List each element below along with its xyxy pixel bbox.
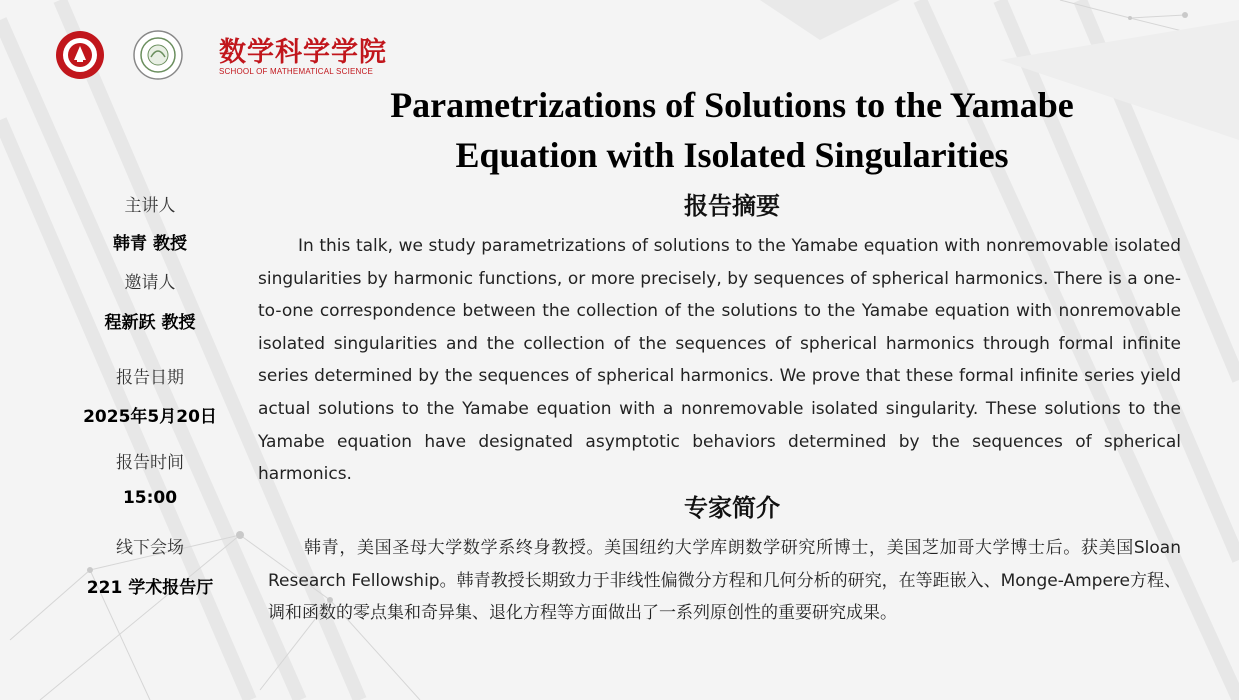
abstract-text: In this talk, we study parametrizations of solutions to the Yamabe equation with nonremovable isolated singularities by harmonic functions, or more precisely, by sequences of spherical harmonics. There is a one-to-one correspondence between the collection of the solutions to the Yamabe equation with nonremovable isolated singularities and the collection of the sequences of spherical harmonics through formal infinite series determined by the sequences of spherical harmonics. We prove that these formal infinite series yield actual solutions to the Yamabe equation with a nonremovable isolated singularity. These solutions to the Yamabe equation have designated asymptotic behaviors determined by the sequences of spherical harmonics. <box>258 236 1181 485</box>
talk-title <box>300 80 1164 180</box>
bio-text: 韩青，美国圣母大学数学系终身教授。美国纽约大学库朗数学研究所博士，美国芝加哥大学博士后。获美国Sloan Research Fellowship。韩青教授长期致力于非线性偏微分方程和几何分析的研究，在等距嵌入、Monge-Ampere方程、调和函数的零点集和奇异集、退化方程等方面做出了一系列原创性的重要研究成果。 <box>268 538 1181 624</box>
abstract-heading: 报告摘要 <box>684 192 780 220</box>
date-value: 2025年5月20日 <box>83 407 217 427</box>
university-seal-icon <box>55 30 105 80</box>
speaker-label: 主讲人 <box>124 196 176 216</box>
school-name-zh: 数学科学学院 <box>219 37 387 68</box>
time-value: 15:00 <box>122 488 178 508</box>
inviter-label: 邀请人 <box>124 273 176 293</box>
bio-heading: 专家简介 <box>684 494 780 522</box>
inviter-value: 程新跃 教授 <box>104 313 196 333</box>
venue-value: 221 学术报告厅 <box>86 578 214 598</box>
time-label: 报告时间 <box>116 453 184 473</box>
department-seal-icon <box>133 30 183 80</box>
venue-label: 线下会场 <box>116 538 184 558</box>
talk-title-line: Equation with Isolated Singularities <box>455 135 1009 175</box>
school-name-en: SCHOOL OF MATHEMATICAL SCIENCE <box>219 67 374 76</box>
speaker-value: 韩青 教授 <box>113 234 187 254</box>
talk-title-line: Parametrizations of Solutions to the Yamabe <box>390 85 1074 125</box>
date-label: 报告日期 <box>116 368 184 388</box>
